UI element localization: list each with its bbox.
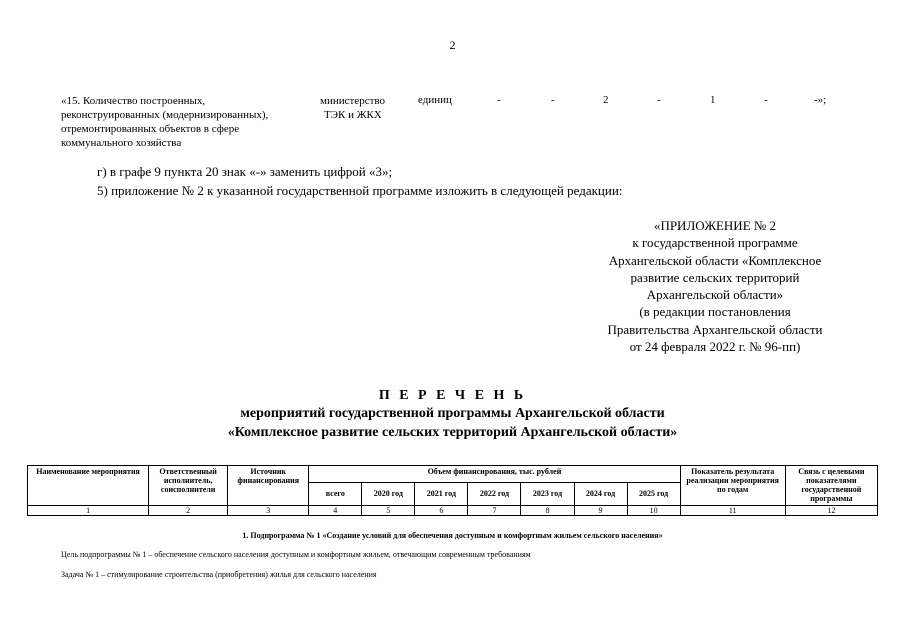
- header-name: Наименование мероприятия: [28, 466, 149, 506]
- column-number: 11: [680, 506, 785, 516]
- header-year: 2023 год: [521, 482, 574, 505]
- row15-value: -»;: [814, 94, 827, 106]
- appendix-block: [560, 217, 870, 355]
- row15-ministry-line: ТЭК и ЖКХ: [324, 109, 382, 121]
- column-number: 1: [28, 506, 149, 516]
- subprogram-heading: 1. Подпрограмма № 1 «Создание условий для обеспечения доступным и комфортным жильем сельского населения»: [242, 531, 663, 540]
- column-number: 9: [574, 506, 627, 516]
- header-year: 2024 год: [574, 482, 627, 505]
- document-subtitle-2: «Комплексное развитие сельских территорий Архангельской области»: [227, 425, 678, 440]
- header-result: Показатель результата реализации мероприятия по годам: [680, 466, 785, 506]
- header-total: всего: [309, 482, 362, 505]
- column-number: 4: [309, 506, 362, 516]
- row15-value: 1: [710, 94, 716, 106]
- row15-value: 2: [603, 94, 609, 106]
- appendix-line: (в редакции постановления: [639, 304, 791, 320]
- header-executor: Ответственный исполнитель, соисполнители: [149, 466, 228, 506]
- financing-table: [27, 465, 878, 516]
- row15-name-line: отремонтированных объектов в сфере: [61, 123, 240, 135]
- row15-value: -: [551, 94, 555, 106]
- header-year: 2022 год: [468, 482, 521, 505]
- subprogram-goal: Цель подпрограммы № 1 – обеспечение сельского населения доступным и комфортным жильем, отвечающим современным требованиям: [61, 550, 531, 559]
- appendix-line: развитие сельских территорий: [630, 269, 800, 285]
- appendix-line: от 24 февраля 2022 г. № 96-пп): [629, 339, 801, 355]
- column-number: 6: [415, 506, 468, 516]
- row15-value: -: [497, 94, 501, 106]
- appendix-line: Архангельской области «Комплексное: [608, 252, 822, 268]
- row15-unit: единиц: [418, 94, 452, 106]
- row15-name-line: реконструированных (модернизированных),: [61, 109, 269, 121]
- document-subtitle: мероприятий государственной программы Архангельской области: [240, 406, 665, 421]
- header-year: 2025 год: [627, 482, 680, 505]
- row15-ministry: [320, 94, 385, 122]
- paragraph-g: г) в графе 9 пункта 20 знак «-» заменить цифрой «3»;: [97, 164, 393, 179]
- row15-ministry-line: министерство: [320, 95, 386, 107]
- appendix-line: «ПРИЛОЖЕНИЕ № 2: [653, 218, 777, 233]
- row15-value: -: [657, 94, 661, 106]
- row15-value: -: [764, 94, 768, 106]
- header-link: Связь с целевыми показателями государственной программы: [785, 466, 877, 506]
- row15-name-line: коммунального хозяйства: [61, 137, 182, 149]
- column-number: 2: [149, 506, 228, 516]
- column-number: 3: [228, 506, 309, 516]
- table-header-row: [28, 466, 878, 483]
- row15-name-line: «15. Количество построенных,: [61, 95, 206, 107]
- column-number: 5: [362, 506, 415, 516]
- header-volume: Объем финансирования, тыс. рублей: [309, 466, 680, 483]
- column-number: 10: [627, 506, 680, 516]
- header-source: Источник финансирования: [228, 466, 309, 506]
- table-number-row: [28, 506, 878, 516]
- column-number: 8: [521, 506, 574, 516]
- appendix-line: к государственной программе: [632, 235, 798, 251]
- header-year: 2021 год: [415, 482, 468, 505]
- column-number: 7: [468, 506, 521, 516]
- subprogram-task: Задача № 1 – стимулирование строительства (приобретения) жилья для сельского населения: [61, 570, 377, 579]
- page-number: 2: [449, 38, 456, 52]
- appendix-line: Архангельской области»: [646, 287, 784, 303]
- header-year: 2020 год: [362, 482, 415, 505]
- appendix-line: Правительства Архангельской области: [607, 321, 823, 337]
- paragraph-5: 5) приложение № 2 к указанной государственной программе изложить в следующей редакции:: [97, 183, 623, 198]
- row15-name: [61, 94, 268, 150]
- document-title: П Е Р Е Ч Е Н Ь: [378, 388, 527, 403]
- column-number: 12: [785, 506, 877, 516]
